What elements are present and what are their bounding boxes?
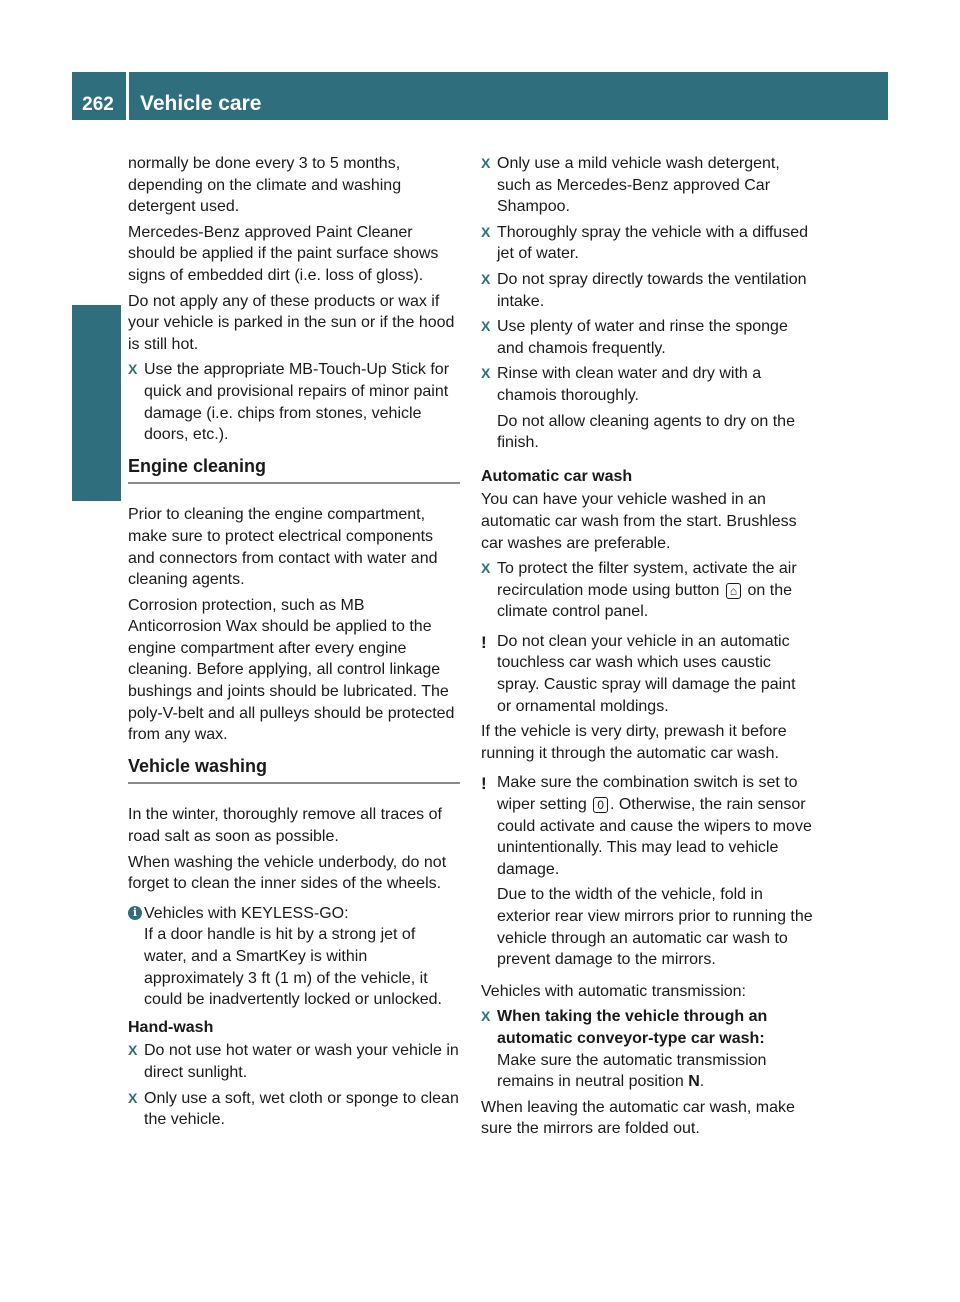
warning-icon: ! [481, 632, 487, 652]
bullet-x-icon: X [481, 270, 491, 287]
bullet-x-icon: X [128, 1042, 138, 1059]
bullet-text: Rinse with clean water and dry with a chamois thoroughly. [497, 365, 762, 404]
info-note [128, 903, 460, 1011]
warning-text: Make sure the combination switch is set to wiper setting [497, 774, 798, 814]
note-title: Vehicles with KEYLESS-GO: [144, 904, 349, 922]
bullet-text: Only use a soft, wet cloth or sponge to clean the vehicle. [144, 1089, 459, 1129]
heading-vehicle-washing: Vehicle washing [128, 756, 460, 785]
air-recirculation-icon: ⌂ [726, 583, 741, 599]
heading-engine-cleaning: Engine cleaning [128, 456, 460, 485]
bullet-item [128, 1040, 460, 1083]
warning-text: Do not clean your vehicle in an automatic touchless car wash which uses caustic spray. Caustic spray will damage the paint or ornamental moldings. [497, 632, 796, 715]
section-title: Vehicle care [140, 92, 262, 115]
bullet-text: Make sure the automatic transmission remains in neutral position [497, 1051, 767, 1091]
bullet-item [481, 269, 813, 312]
bullet-item [481, 363, 813, 406]
subheading-hand-wash: Hand-wash [128, 1018, 214, 1036]
bullet-text-cont: on the climate control panel. [497, 581, 792, 621]
paragraph: You can have your vehicle washed in an automatic car wash from the start. Brushless car washes are preferable. [481, 491, 797, 552]
warning-icon: ! [481, 774, 487, 794]
bullet-item [481, 558, 813, 623]
bullet-x-icon: X [128, 1089, 138, 1106]
info-icon: i [128, 906, 142, 920]
bullet-subtext: Do not allow cleaning agents to dry on the finish. [497, 412, 795, 452]
bullet-text: To protect the filter system, activate the air recirculation mode using button [497, 560, 797, 599]
bullet-item [481, 316, 813, 359]
bullet-item [128, 1088, 460, 1131]
warning-note [481, 631, 813, 717]
bullet-item [481, 153, 813, 218]
paragraph: If the vehicle is very dirty, prewash it before running it through the automatic car wash. [481, 723, 787, 762]
warning-subtext: Due to the width of the vehicle, fold in exterior rear view mirrors prior to running the vehicle through an automatic car wash to prevent damage to the mirrors. [497, 886, 813, 969]
paragraph: Do not apply any of these products or wax if your vehicle is parked in the sun or if the hood is still hot. [128, 292, 455, 353]
page-number: 262 [82, 94, 114, 115]
bullet-x-icon: X [481, 560, 491, 577]
neutral-position: N [688, 1073, 700, 1091]
bullet-text: Do not use hot water or wash your vehicle in direct sunlight. [144, 1042, 459, 1081]
page-header [72, 72, 888, 120]
bullet-item [481, 1006, 813, 1092]
note-text: If a door handle is hit by a strong jet of water, and a SmartKey is within approximately 3 ft (1 m) of the vehicle, it could be inadvertently locked or unlocked. [144, 926, 442, 1009]
side-tab-label: Operation [84, 392, 110, 501]
bullet-text: Thoroughly spray the vehicle with a diffused jet of water. [497, 223, 808, 263]
paragraph: When leaving the automatic car wash, make sure the mirrors are folded out. [481, 1098, 795, 1138]
paragraph: Corrosion protection, such as MB Anticorrosion Wax should be applied to the engine compartment after every engine cleaning. Before applying, all control linkage bushings and joints should be lubricated. The poly-V-belt and all pulleys should be protected from any wax. [128, 596, 455, 744]
wiper-setting-icon: 0 [593, 797, 608, 813]
paragraph: Mercedes-Benz approved Paint Cleaner should be applied if the paint surface shows signs of embedded dirt (i.e. loss of gloss). [128, 223, 439, 284]
paragraph: Prior to cleaning the engine compartment, make sure to protect electrical components and connectors from contact with water and cleaning agents. [128, 506, 438, 589]
bullet-text: Use the appropriate MB-Touch-Up Stick for quick and provisional repairs of minor paint damage (i.e. chips from stones, vehicle doors, etc.). [144, 361, 450, 444]
bullet-item [481, 222, 813, 265]
bullet-x-icon: X [481, 318, 491, 335]
bullet-x-icon: X [481, 1008, 491, 1025]
bullet-x-icon: X [481, 365, 491, 382]
left-column [128, 153, 460, 1135]
subheading-automatic-car-wash: Automatic car wash [481, 467, 633, 485]
bullet-text: Use plenty of water and rinse the sponge and chamois frequently. [497, 318, 788, 357]
bullet-text: Only use a mild vehicle wash detergent, such as Mercedes-Benz approved Car Shampoo. [497, 155, 780, 216]
paragraph: Vehicles with automatic transmission: [481, 982, 746, 1000]
paragraph: In the winter, thoroughly remove all traces of road salt as soon as possible. [128, 806, 442, 846]
bullet-text: Do not spray directly towards the ventilation intake. [497, 270, 807, 310]
warning-note [481, 772, 813, 880]
bullet-x-icon: X [128, 361, 138, 378]
header-divider [126, 72, 129, 120]
bullet-x-icon: X [481, 223, 491, 240]
paragraph: normally be done every 3 to 5 months, depending on the climate and washing detergent used. [128, 155, 402, 216]
paragraph: When washing the vehicle underbody, do not forget to clean the inner sides of the wheels. [128, 853, 447, 893]
right-column [481, 153, 813, 1144]
bullet-bold-text: When taking the vehicle through an automatic conveyor-type car wash: [497, 1008, 768, 1047]
bullet-item [128, 359, 460, 445]
bullet-x-icon: X [481, 155, 491, 171]
warning-text-cont: . Otherwise, the rain sensor could activate and cause the wipers to move unintentionally. This may lead to vehicle damage. [497, 796, 812, 878]
bullet-text-end: . [699, 1073, 705, 1091]
